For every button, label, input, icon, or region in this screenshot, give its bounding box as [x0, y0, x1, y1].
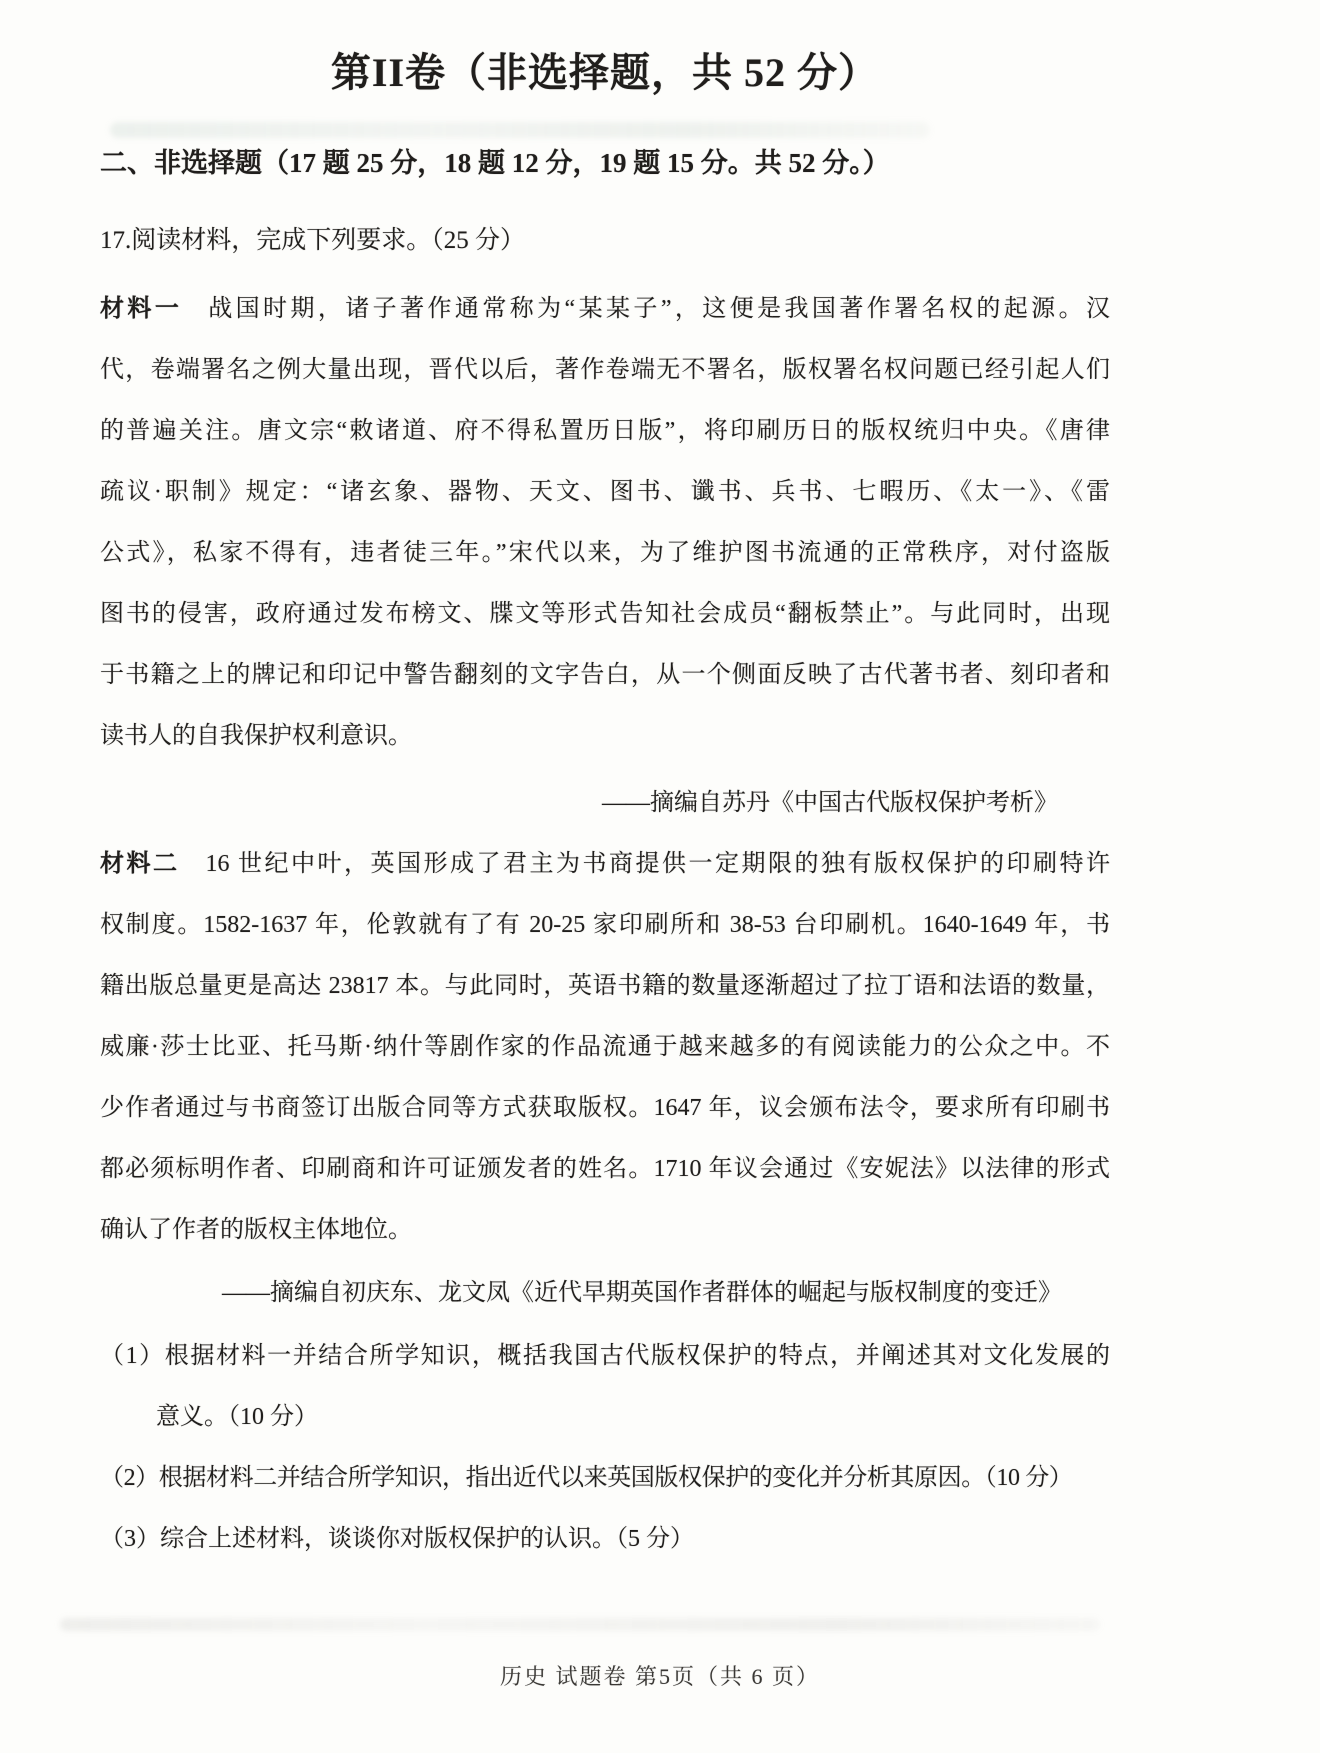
page-content	[100, 0, 1110, 1570]
scan-smudge-bottom	[60, 1618, 1100, 1631]
question-1-line-2: 意义。（10 分）	[156, 1404, 318, 1430]
question-2: （2）根据材料二并结合所学知识，指出近代以来英国版权保护的变化并分析其原因。（10 分）	[100, 1465, 1073, 1491]
page-title: 第II卷（非选择题，共 52 分）	[330, 50, 880, 95]
material-2-line	[100, 834, 1110, 895]
material-1-line: 公式》，私家不得有，违者徒三年。”宋代以来，为了维护图书流通的正常秩序，对付盗版	[100, 540, 1110, 566]
material-1-line	[100, 279, 1110, 340]
material-2	[100, 834, 1110, 1261]
material-1-line: 读书人的自我保护权利意识。	[100, 723, 412, 749]
question-3: （3）综合上述材料，谈谈你对版权保护的认识。（5 分）	[100, 1526, 694, 1552]
material-1-source: ——摘编自苏丹《中国古代版权保护考析》	[602, 790, 1058, 816]
material-1-line: 代，卷端署名之例大量出现，晋代以后，著作卷端无不署名，版权署名权问题已经引起人们	[100, 357, 1110, 383]
material-2-line: 都必须标明作者、印刷商和许可证颁发者的姓名。1710 年议会通过《安妮法》以法律的形式	[100, 1156, 1110, 1182]
material-2-line-text: 16 世纪中叶，英国形成了君主为书商提供一定期限的独有版权保护的印刷特许	[205, 851, 1110, 877]
material-2-line: 籍出版总量更是高达 23817 本。与此同时，英语书籍的数量逐渐超过了拉丁语和法语的数量，	[100, 973, 1110, 999]
material-2-line: 少作者通过与书商签订出版合同等方式获取版权。1647 年，议会颁布法令，要求所有印刷书	[100, 1095, 1110, 1121]
question-17-intro: 17.阅读材料，完成下列要求。（25 分）	[100, 227, 526, 254]
section-heading: 二、非选择题（17 题 25 分，18 题 12 分，19 题 15 分。共 52 分。）	[100, 148, 890, 178]
material-1-line-text: 战国时期，诸子著作通常称为“某某子”，这便是我国著作署名权的起源。汉	[208, 296, 1111, 322]
material-1-line: 的普遍关注。唐文宗“敕诸道、府不得私置历日版”，将印刷历日的版权统归中央。《唐律	[100, 418, 1110, 444]
question-1-line-1: （1）根据材料一并结合所学知识，概括我国古代版权保护的特点，并阐述其对文化发展的	[100, 1343, 1110, 1369]
material-2-line: 威廉·莎士比亚、托马斯·纳什等剧作家的作品流通于越来越多的有阅读能力的公众之中。不	[100, 1034, 1110, 1060]
material-2-source: ——摘编自初庆东、龙文凤《近代早期英国作者群体的崛起与版权制度的变迁》	[222, 1280, 1062, 1306]
material-2-label: 材料二	[100, 851, 180, 877]
material-1	[100, 279, 1110, 767]
material-2-line: 确认了作者的版权主体地位。	[100, 1217, 412, 1243]
material-1-line: 疏议·职制》规定：“诸玄象、器物、天文、图书、谶书、兵书、七暇历、《太一》、《雷	[100, 479, 1110, 505]
material-2-line: 权制度。1582-1637 年，伦敦就有了有 20-25 家印刷所和 38-53 台印刷机。1640-1649 年，书	[100, 912, 1110, 938]
material-1-line: 于书籍之上的牌记和印记中警告翻刻的文字告白，从一个侧面反映了古代著书者、刻印者和	[100, 662, 1110, 688]
page-footer: 历史 试题卷 第5页（共 6 页）	[499, 1664, 820, 1689]
material-1-label: 材料一	[100, 296, 183, 322]
material-1-line: 图书的侵害，政府通过发布榜文、牒文等形式告知社会成员“翻板禁止”。与此同时，出现	[100, 601, 1110, 627]
question-list	[100, 1326, 1110, 1570]
